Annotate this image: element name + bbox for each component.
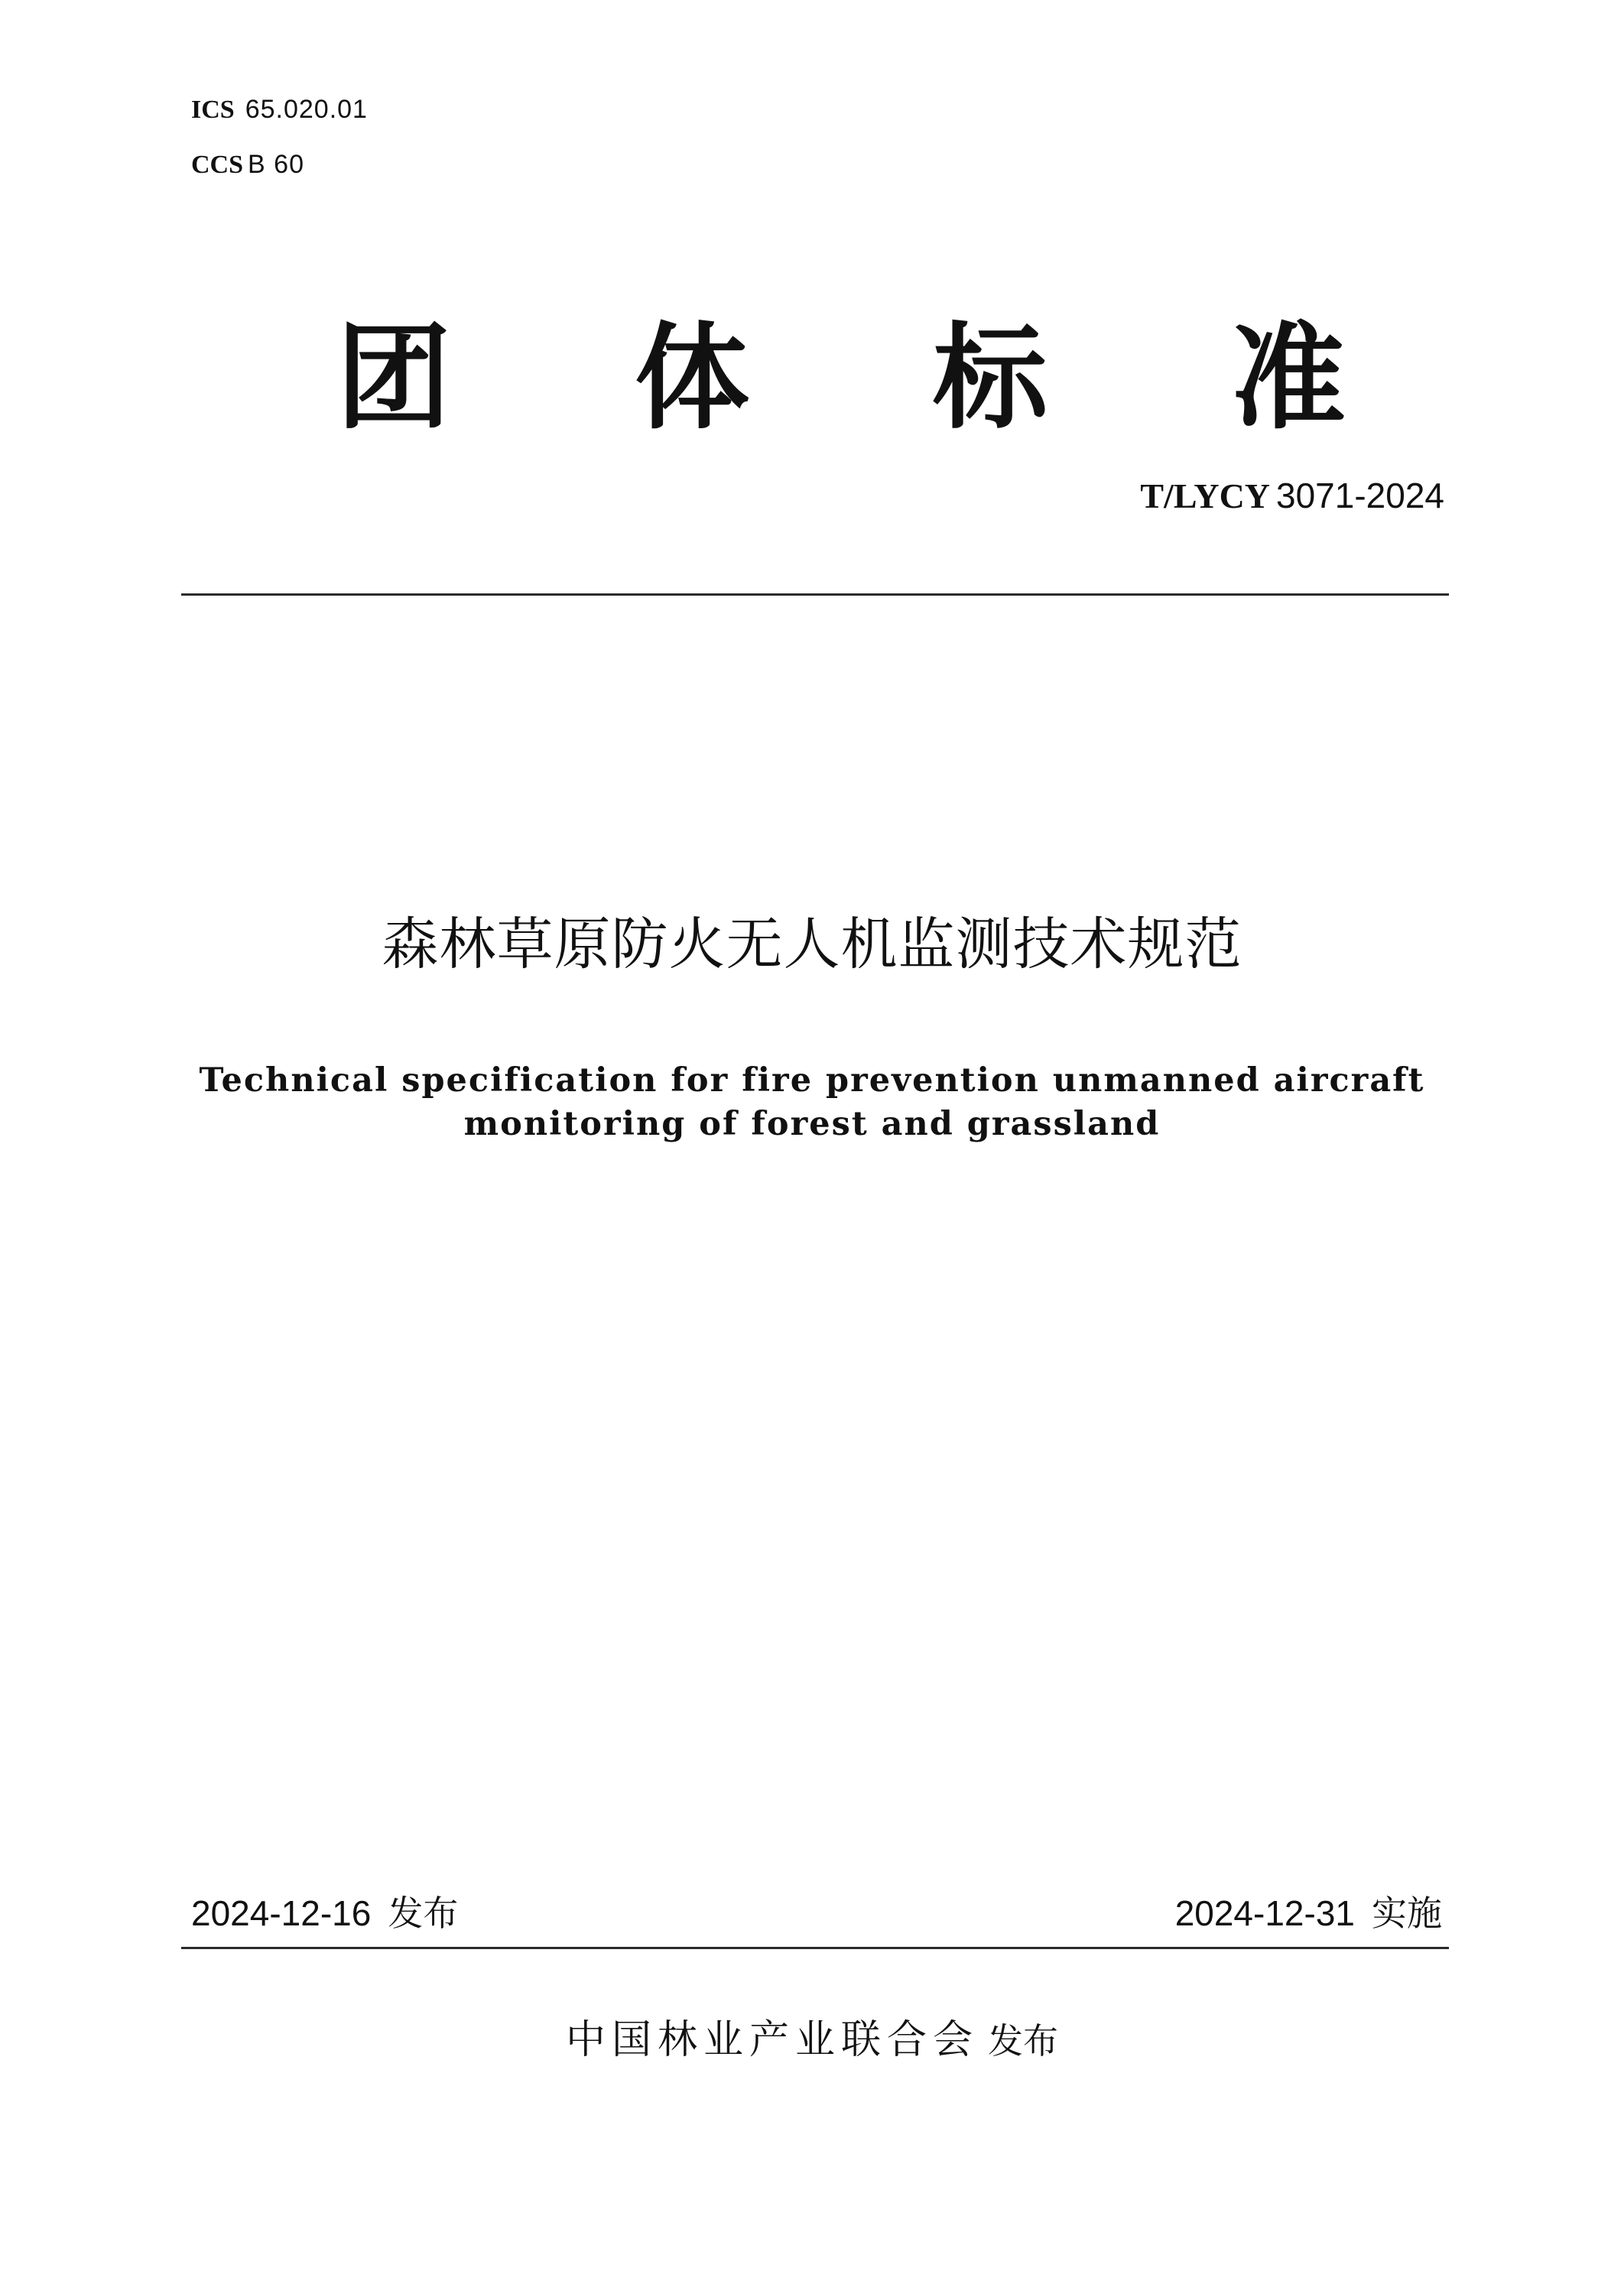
standard-type-char: 体 [634,312,749,445]
title-english-line-2: monitoring of forest and grassland [463,1105,1161,1143]
top-divider [181,593,1449,596]
implementation-date-label: 实施 [1372,1893,1442,1934]
implementation-date [1175,1891,1442,1935]
publisher-label: 发布 [988,2020,1058,2062]
issue-date [191,1891,458,1935]
standard-type-char: 团 [336,312,452,445]
issue-date-label: 发布 [388,1893,459,1934]
title-chinese: 森林草原防火无人机监测技术规范 [382,911,1242,977]
standard-number-prefix: T/LYCY [1140,476,1271,515]
standard-number-suffix: 3071-2024 [1276,476,1444,515]
standard-type-heading [336,314,1346,444]
ccs-value: B 60 [248,150,304,179]
standard-number [1140,474,1444,518]
issue-date-value: 2024-12-16 [191,1893,372,1933]
ics-code [191,94,368,125]
standard-type-char: 标 [932,312,1047,445]
ics-label: ICS [191,96,235,124]
publisher [0,2015,1624,2066]
ccs-label: CCS [191,151,244,179]
standard-type-char: 准 [1230,312,1346,445]
ics-value: 65.020.01 [245,95,368,124]
publisher-name: 中国林业产业联合会 [565,2017,979,2063]
bottom-divider [181,1947,1449,1949]
ccs-code [191,149,304,180]
implementation-date-value: 2024-12-31 [1174,1893,1355,1933]
title-english-line-1: Technical specification for fire prevention unmanned aircraft [199,1061,1425,1100]
